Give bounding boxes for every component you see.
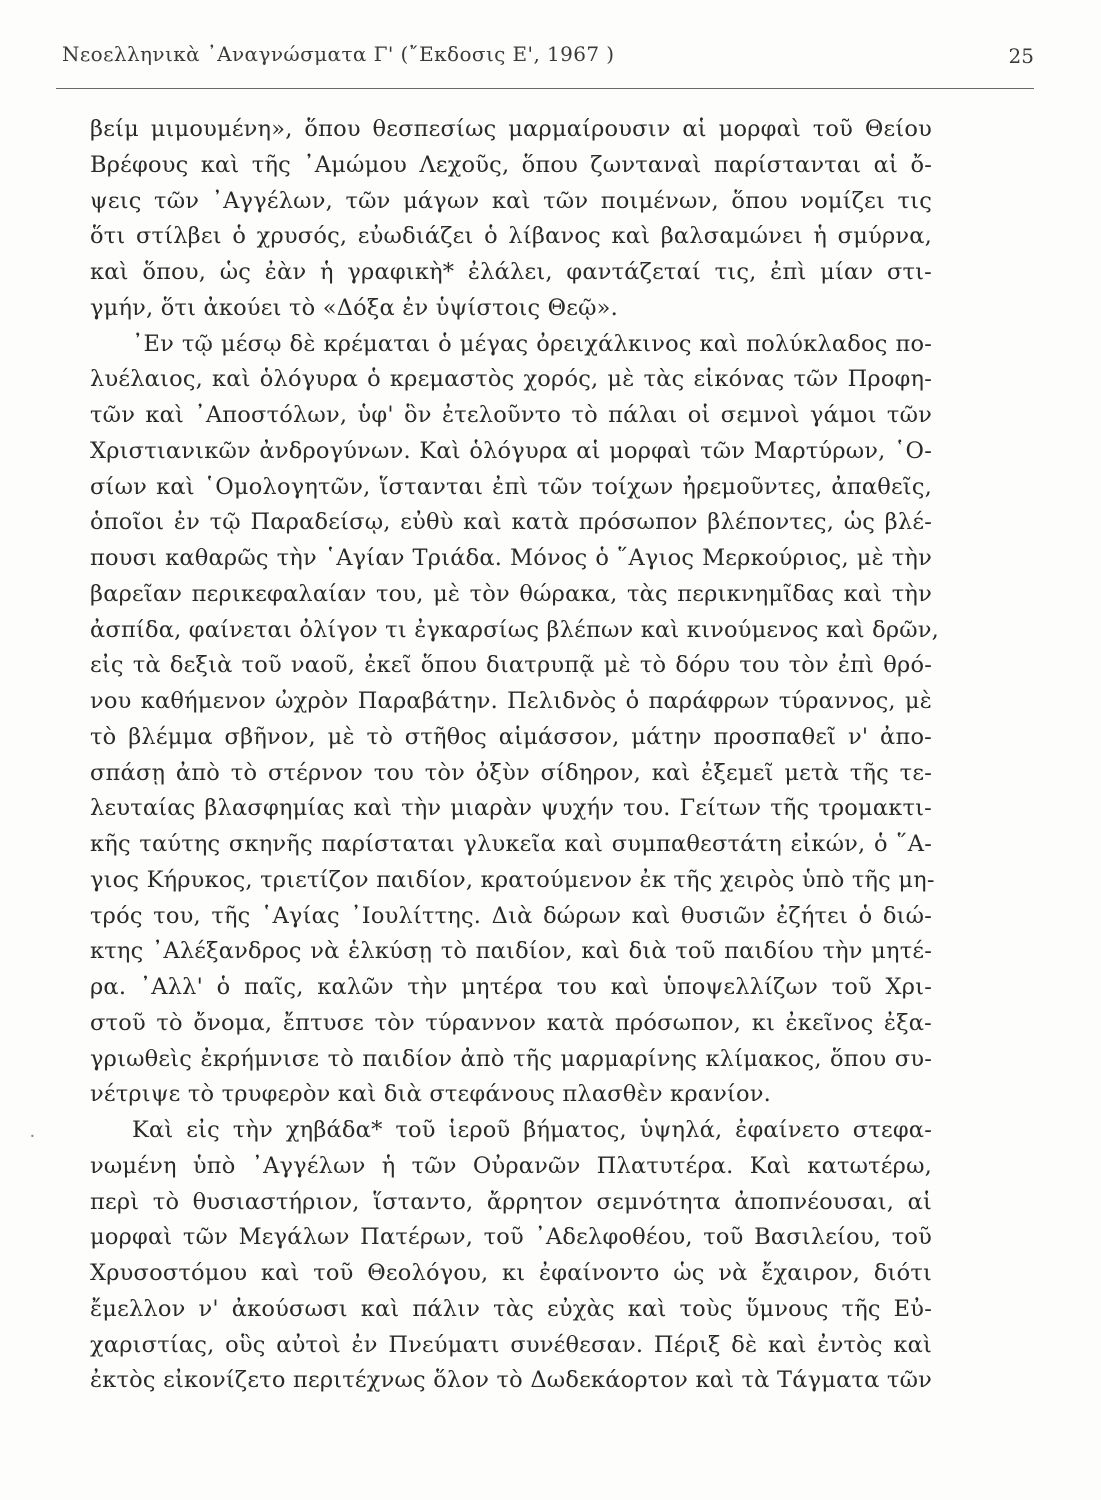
text-line: Χριστιανικῶν ἀνδρογύνων. Καὶ ὁλόγυρα αἱ μορφαὶ τῶν Μαρτύρων, ῾Ο- (90, 437, 932, 464)
text-line: Χρυσοστόμου καὶ τοῦ Θεολόγου, κι ἐφαίνοντο ὡς νὰ ἔχαιρον, διότι (90, 1260, 932, 1286)
text-line: περὶ τὸ θυσιαστήριον, ἵσταντο, ἄρρητον σεμνότητα ἀποπνέουσαι, αἱ (90, 1188, 932, 1215)
text-line: ᾿Εν τῷ μέσῳ δὲ κρέμαται ὁ μέγας ὀρειχάλκινος καὶ πολύκλαδος πο- (132, 330, 932, 357)
text-line: νου καθήμενον ὠχρὸν Παραβάτην. Πελιδνὸς ὁ παράφρων τύραννος, μὲ (90, 688, 932, 714)
text-line: Βρέφους καὶ τῆς ᾿Αμώμου Λεχοῦς, ὅπου ζωνταναὶ παρίστανται αἱ ὄ- (90, 151, 932, 178)
text-line: σπάσῃ ἀπὸ τὸ στέρνον του τὸν ὀξὺν σίδηρον, καὶ ἐξεμεῖ μετὰ τῆς τε- (90, 759, 932, 786)
header-rule (56, 88, 1034, 89)
text-line: χαριστίας, οὓς αὐτοὶ ἐν Πνεύματι συνέθεσαν. Πέριξ δὲ καὶ ἐντὸς καὶ (90, 1331, 932, 1358)
text-line: ἐκτὸς εἰκονίζετο περιτέχνως ὅλον τὸ Δωδεκάορτον καὶ τὰ Τάγματα τῶν (90, 1367, 932, 1394)
text-line: βείμ μιμουμένη», ὅπου θεσπεσίως μαρμαίρουσιν αἱ μορφαὶ τοῦ Θείου (90, 116, 932, 142)
text-line: κτης ᾿Αλέξανδρος νὰ ἑλκύσῃ τὸ παιδίον, καὶ διὰ τοῦ παιδίου τὴν μητέ- (90, 938, 932, 965)
text-line: ρα. ᾿Αλλ' ὁ παῖς, καλῶν τὴν μητέρα του καὶ ὑποψελλίζων τοῦ Χρι- (90, 974, 932, 1000)
text-line: βαρεῖαν περικεφαλαίαν του, μὲ τὸν θώρακα, τὰς περικνημῖδας καὶ τὴν (90, 580, 932, 607)
margin-stray-mark: · (24, 1126, 42, 1147)
text-line: λευταίας βλασφημίας καὶ τὴν μιαρὰν ψυχήν του. Γείτων τῆς τρομακτι- (90, 795, 932, 822)
text-line: εἰς τὰ δεξιὰ τοῦ ναοῦ, ἐκεῖ ὅπου διατρυπᾷ μὲ τὸ δόρυ του τὸν ἐπὶ θρό- (90, 652, 932, 679)
text-line: νωμένη ὑπὸ ᾿Αγγέλων ἡ τῶν Οὐρανῶν Πλατυτέρα. Καὶ κατωτέρω, (90, 1152, 932, 1179)
text-line: γμήν, ὅτι ἀκούει τὸ «Δόξα ἐν ὑψίστοις Θεῷ». (90, 294, 619, 321)
text-line: Καὶ εἰς τὴν χηβάδα* τοῦ ἱεροῦ βήματος, ὑψηλά, ἐφαίνετο στεφα- (132, 1117, 932, 1143)
running-title: Νεοελληνικὰ ᾿Αναγνώσματα Γ' (῎Εκδοσις Ε', 1967 ) (62, 42, 615, 66)
text-line: τρός του, τῆς ῾Αγίας ᾿Ιουλίττης. Διὰ δώρων καὶ θυσιῶν ἐζήτει ὁ διώ- (90, 902, 932, 929)
text-line: ἀσπίδα, φαίνεται ὀλίγον τι ἐγκαρσίως βλέπων καὶ κινούμενος καὶ δρῶν, (90, 616, 940, 643)
text-line: τῶν καὶ ᾿Αποστόλων, ὑφ' ὃν ἐτελοῦντο τὸ πάλαι οἱ σεμνοὶ γάμοι τῶν (90, 402, 932, 428)
text-line: ὅτι στίλβει ὁ χρυσός, εὐωδιάζει ὁ λίβανος καὶ βαλσαμώνει ἡ σμύρνα, (90, 223, 932, 250)
text-line: καὶ ὅπου, ὡς ἐὰν ἡ γραφικὴ* ἐλάλει, φαντάζεταί τις, ἐπὶ μίαν στι- (90, 259, 932, 285)
text-line: ὁποῖοι ἐν τῷ Παραδείσῳ, εὐθὺ καὶ κατὰ πρόσωπον βλέποντες, ὡς βλέ- (90, 509, 932, 536)
text-line: σίων καὶ ῾Ομολογητῶν, ἵστανται ἐπὶ τῶν τοίχων ἠρεμοῦντες, ἀπαθεῖς, (90, 473, 932, 500)
text-line: νέτριψε τὸ τρυφερὸν καὶ διὰ στεφάνους πλασθὲν κρανίον. (90, 1081, 772, 1108)
text-line: ἔμελλον ν' ἀκούσωσι καὶ πάλιν τὰς εὐχὰς καὶ τοὺς ὕμνους τῆς Εὐ- (90, 1295, 932, 1322)
text-line: μορφαὶ τῶν Μεγάλων Πατέρων, τοῦ ᾿Αδελφοθέου, τοῦ Βασιλείου, τοῦ (90, 1224, 932, 1251)
text-line: ψεις τῶν ᾿Αγγέλων, τῶν μάγων καὶ τῶν ποιμένων, ὅπου νομίζει τις (90, 187, 932, 214)
text-line: τὸ βλέμμα σβῆνον, μὲ τὸ στῆθος αἱμάσσον, μάτην προσπαθεῖ ν' ἀπο- (90, 723, 932, 750)
body-text (90, 112, 940, 1399)
running-head (56, 42, 1034, 82)
text-line: πουσι καθαρῶς τὴν ῾Αγίαν Τριάδα. Μόνος ὁ ῞Αγιος Μερκούριος, μὲ τὴν (90, 545, 932, 571)
text-line: λυέλαιος, καὶ ὁλόγυρα ὁ κρεμαστὸς χορός, μὲ τὰς εἰκόνας τῶν Προφη- (90, 366, 932, 393)
text-line: στοῦ τὸ ὄνομα, ἔπτυσε τὸν τύραννον κατὰ πρόσωπον, κι ἐκεῖνος ἐξα- (90, 1009, 932, 1036)
text-line: γριωθεὶς ἐκρήμνισε τὸ παιδίον ἀπὸ τῆς μαρμαρίνης κλίμακος, ὅπου συ- (90, 1045, 932, 1072)
text-line: γιος Κήρυκος, τριετίζον παιδίον, κρατούμενον ἐκ τῆς χειρὸς ὑπὸ τῆς μη- (90, 866, 935, 893)
page-number: 25 (1008, 44, 1034, 68)
text-line: κῆς ταύτης σκηνῆς παρίσταται γλυκεῖα καὶ συμπαθεστάτη εἰκών, ὁ ῞Α- (90, 831, 932, 857)
